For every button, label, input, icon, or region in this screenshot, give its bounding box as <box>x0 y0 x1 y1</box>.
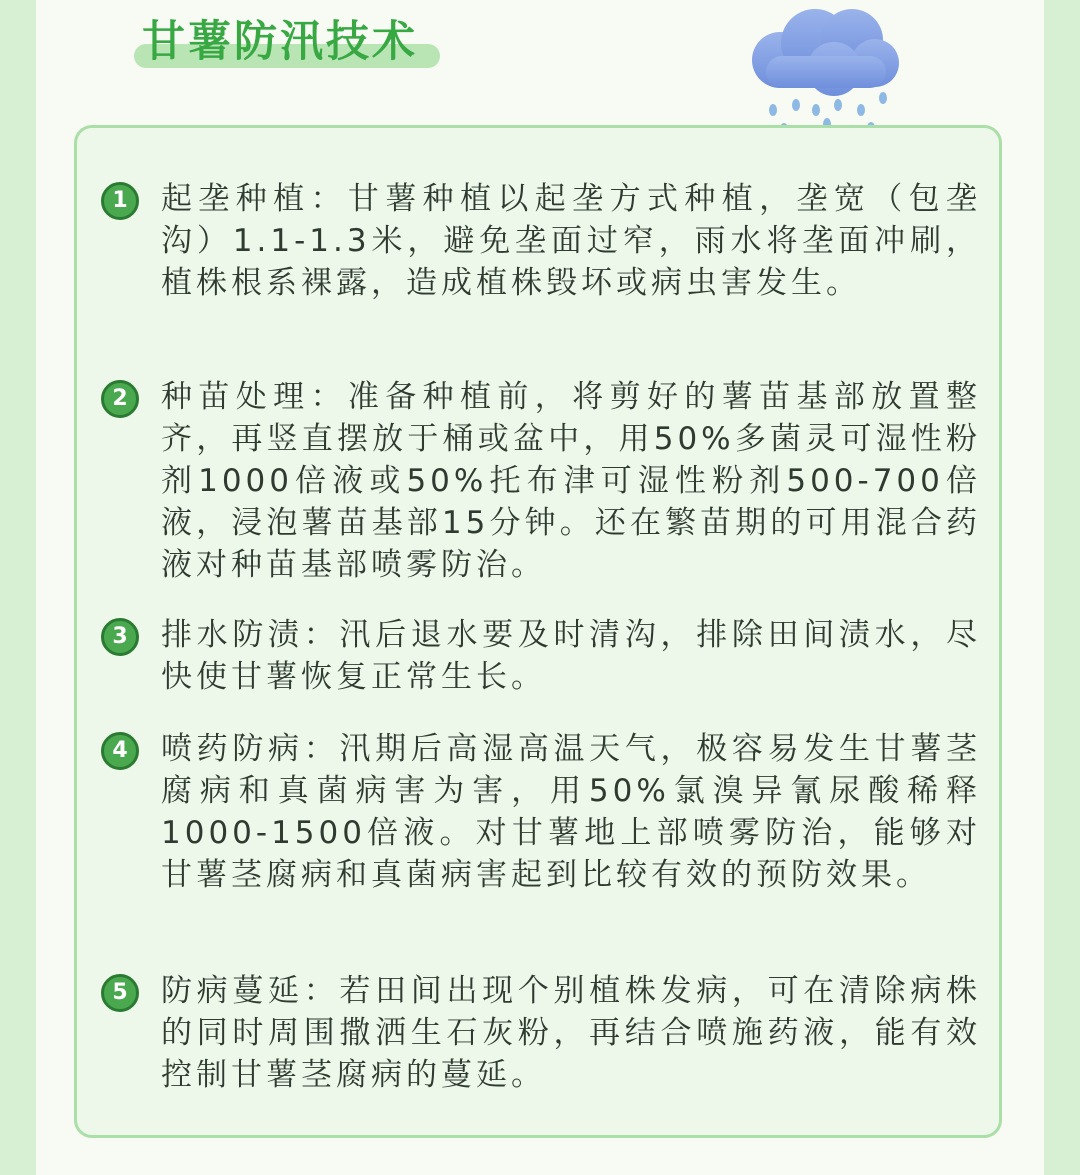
item-number-3: 3 <box>101 618 139 656</box>
item-text-2: 种苗处理：准备种植前，将剪好的薯苗基部放置整齐，再竖直摆放于桶或盆中，用50%多菌灵可湿性粉剂1000倍液或50%托布津可湿性粉剂500-700倍液，浸泡薯苗基部15分钟。还在繁苗期的可用混合药液对种苗基部喷雾防治。 <box>161 379 981 583</box>
item-number-1: 1 <box>101 182 139 220</box>
content-card <box>74 125 1002 1138</box>
item-text-5: 防病蔓延：若田间出现个别植株发病，可在清除病株的同时周围撒洒生石灰粉，再结合喷施药液，能有效控制甘薯茎腐病的蔓延。 <box>161 973 981 1093</box>
item-number-5: 5 <box>101 974 139 1012</box>
item-text-3: 排水防渍：汛后退水要及时清沟，排除田间渍水，尽快使甘薯恢复正常生长。 <box>161 617 981 695</box>
item-text-1: 起垄种植：甘薯种植以起垄方式种植，垄宽（包垄沟）1.1-1.3米，避免垄面过窄，雨水将垄面冲刷，植株根系裸露，造成植株毁坏或病虫害发生。 <box>161 181 981 301</box>
page-title: 甘薯防汛技术 <box>142 17 418 67</box>
title-area <box>130 8 418 78</box>
item-number-2: 2 <box>101 380 139 418</box>
item-number-4: 4 <box>101 732 139 770</box>
item-text-4: 喷药防病：汛期后高湿高温天气，极容易发生甘薯茎腐病和真菌病害为害，用50%氯溴异氰尿酸稀释1000-1500倍液。对甘薯地上部喷雾防治，能够对甘薯茎腐病和真菌病害起到比较有效的预防效果。 <box>161 731 981 893</box>
